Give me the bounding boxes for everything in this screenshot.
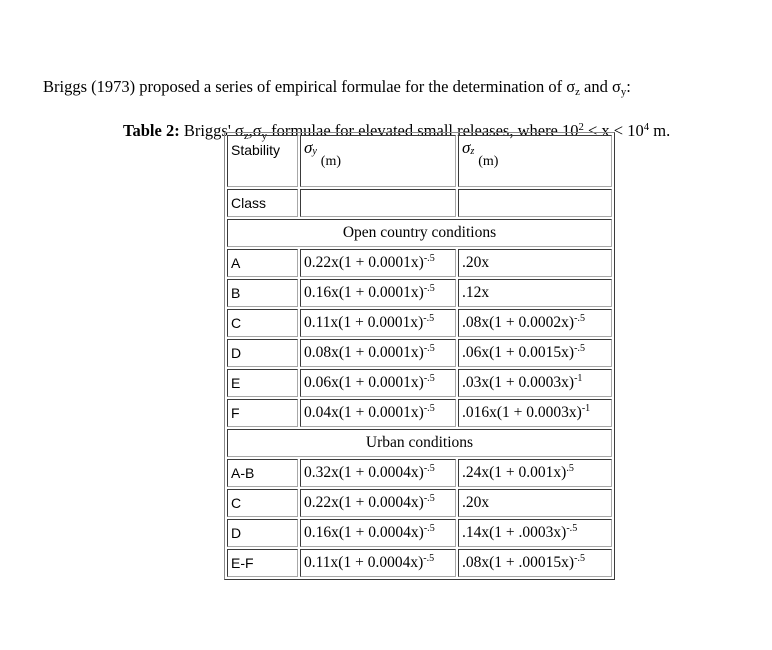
urban-sigma-y-cell [300,549,456,577]
header-row-class [227,189,612,217]
urban-sigma-y-cell [300,459,456,487]
open-country-sigma-z-cell-exponent: -.5 [574,343,585,354]
header-class: Class [227,189,298,217]
sigma-y-sub: y [312,146,317,157]
open-country-class-cell: B [227,279,298,307]
open-country-sigma-y-cell [300,309,456,337]
open-country-sigma-z-cell [458,249,612,277]
header-stability: Stability [227,135,298,187]
open-country-sigma-y-cell-formula: 0.04x(1 + 0.0001x) [304,404,424,421]
open-country-sigma-z-cell-formula: .20x [462,254,490,271]
header-empty-2 [458,189,612,217]
open-country-sigma-y-cell [300,369,456,397]
urban-sigma-z-cell-formula: .24x(1 + 0.001x) [462,464,567,481]
open-country-sigma-z-cell [458,399,612,427]
open-country-sigma-z-cell-formula: .12x [462,284,490,301]
sigma-y-unit: (m) [320,154,342,169]
urban-sigma-y-cell-formula: 0.22x(1 + 0.0004x) [304,494,424,511]
intro-text-main: Briggs (1973) proposed a series of empirical formulae for the determination of σ [43,76,576,96]
caption-text-a: Briggs' σ [179,120,244,140]
sigma-y-symbol [304,138,317,157]
open-country-sigma-z-cell [458,369,612,397]
open-country-class-cell: F [227,399,298,427]
open-country-row [227,399,612,427]
intro-sub-z: z [575,85,580,98]
urban-sigma-y-cell-formula: 0.11x(1 + 0.0004x) [304,554,424,571]
open-country-sigma-y-cell [300,399,456,427]
caption-sup-2: 2 [578,120,584,133]
open-country-class-cell: A [227,249,298,277]
open-country-sigma-y-cell-formula: 0.11x(1 + 0.0001x) [304,314,424,331]
open-country-sigma-y-cell-formula: 0.22x(1 + 0.0001x) [304,254,424,271]
open-country-sigma-z-cell [458,279,612,307]
urban-row [227,549,612,577]
intro-paragraph [43,77,631,97]
urban-sigma-z-cell-exponent: -.5 [574,553,585,564]
open-country-sigma-y-cell-exponent: -.5 [423,343,435,354]
urban-sigma-y-cell-exponent: -.5 [423,463,435,474]
urban-class-cell: E-F [227,549,298,577]
open-country-sigma-z-cell-formula: .08x(1 + 0.0002x) [462,314,575,331]
urban-row [227,489,612,517]
intro-text-end: : [626,76,631,96]
open-country-sigma-z-cell [458,339,612,367]
open-country-section-row [227,219,612,247]
open-country-sigma-z-cell-formula: .016x(1 + 0.0003x) [462,404,582,421]
caption-sup-4: 4 [643,120,650,133]
header-row [227,135,612,187]
open-country-sigma-y-cell [300,339,456,367]
urban-sigma-y-cell [300,519,456,547]
header-sigma-y [300,135,456,187]
open-country-sigma-z-cell [458,309,612,337]
caption-text-b: ,σ [248,120,262,140]
caption-text-c: formulae for elevated small releases, where 10 [266,120,579,140]
urban-class-cell: C [227,489,298,517]
open-country-row [227,339,612,367]
urban-section-row [227,429,612,457]
open-country-class-cell: D [227,339,298,367]
open-country-section-heading: Open country conditions [227,219,612,247]
urban-sigma-z-cell-formula: .14x(1 + .0003x) [462,524,567,541]
sigma-z-unit: (m) [478,154,499,169]
open-country-row [227,309,612,337]
open-country-class-cell: C [227,309,298,337]
urban-sigma-z-cell [458,459,612,487]
table-body [227,135,612,577]
open-country-sigma-y-cell-formula: 0.06x(1 + 0.0001x) [304,374,424,391]
open-country-sigma-z-cell-exponent: -1 [581,403,591,414]
urban-sigma-y-cell-exponent: -.5 [423,493,435,504]
open-country-sigma-z-cell-formula: .03x(1 + 0.0003x) [462,374,575,391]
open-country-class-cell: E [227,369,298,397]
caption-label: Table 2: [123,120,180,140]
open-country-sigma-z-cell-formula: .06x(1 + 0.0015x) [462,344,575,361]
urban-sigma-z-cell [458,489,612,517]
open-country-sigma-y-cell-exponent: -.5 [423,283,435,294]
intro-text-and: and σ [579,76,621,96]
urban-sigma-z-cell-formula: .20x [462,494,490,511]
urban-sigma-y-cell-formula: 0.32x(1 + 0.0004x) [304,464,424,481]
urban-class-cell: D [227,519,298,547]
urban-sigma-y-cell-exponent: -.5 [423,523,435,534]
urban-sigma-z-cell [458,549,612,577]
urban-sigma-z-cell-formula: .08x(1 + .00015x) [462,554,575,571]
open-country-sigma-y-cell-exponent: -.5 [423,253,435,264]
open-country-sigma-y-cell [300,249,456,277]
caption-text-e: m. [649,120,671,140]
open-country-sigma-y-cell-formula: 0.08x(1 + 0.0001x) [304,344,424,361]
open-country-sigma-z-cell-exponent: -.5 [574,313,585,324]
open-country-sigma-y-cell-exponent: -.5 [423,313,435,324]
intro-sub-y: y [620,85,627,98]
open-country-sigma-y-cell-exponent: -.5 [423,403,435,414]
urban-sigma-y-cell-exponent: -.5 [423,553,435,564]
urban-row [227,519,612,547]
sigma-z-glyph: σ [462,138,471,157]
open-country-row [227,279,612,307]
urban-section-heading: Urban conditions [227,429,612,457]
header-sigma-z [458,135,612,187]
urban-sigma-z-cell-exponent: -.5 [566,523,578,534]
urban-class-cell: A-B [227,459,298,487]
sigma-z-sub: z [470,146,475,157]
open-country-sigma-y-cell-exponent: -.5 [423,373,435,384]
urban-sigma-z-cell [458,519,612,547]
sigma-z-symbol [462,138,474,157]
caption-text-d: < x < 10 [583,120,644,140]
header-empty-1 [300,189,456,217]
open-country-sigma-y-cell [300,279,456,307]
urban-sigma-y-cell [300,489,456,517]
urban-sigma-y-cell-formula: 0.16x(1 + 0.0004x) [304,524,424,541]
urban-sigma-z-cell-exponent: .5 [566,463,574,474]
caption-sub-y: y [261,129,267,142]
caption-sub-z: z [243,129,249,142]
sigma-y-glyph: σ [304,138,313,157]
open-country-sigma-z-cell-exponent: -1 [574,373,583,384]
open-country-row [227,249,612,277]
open-country-row [227,369,612,397]
urban-row [227,459,612,487]
open-country-sigma-y-cell-formula: 0.16x(1 + 0.0001x) [304,284,424,301]
